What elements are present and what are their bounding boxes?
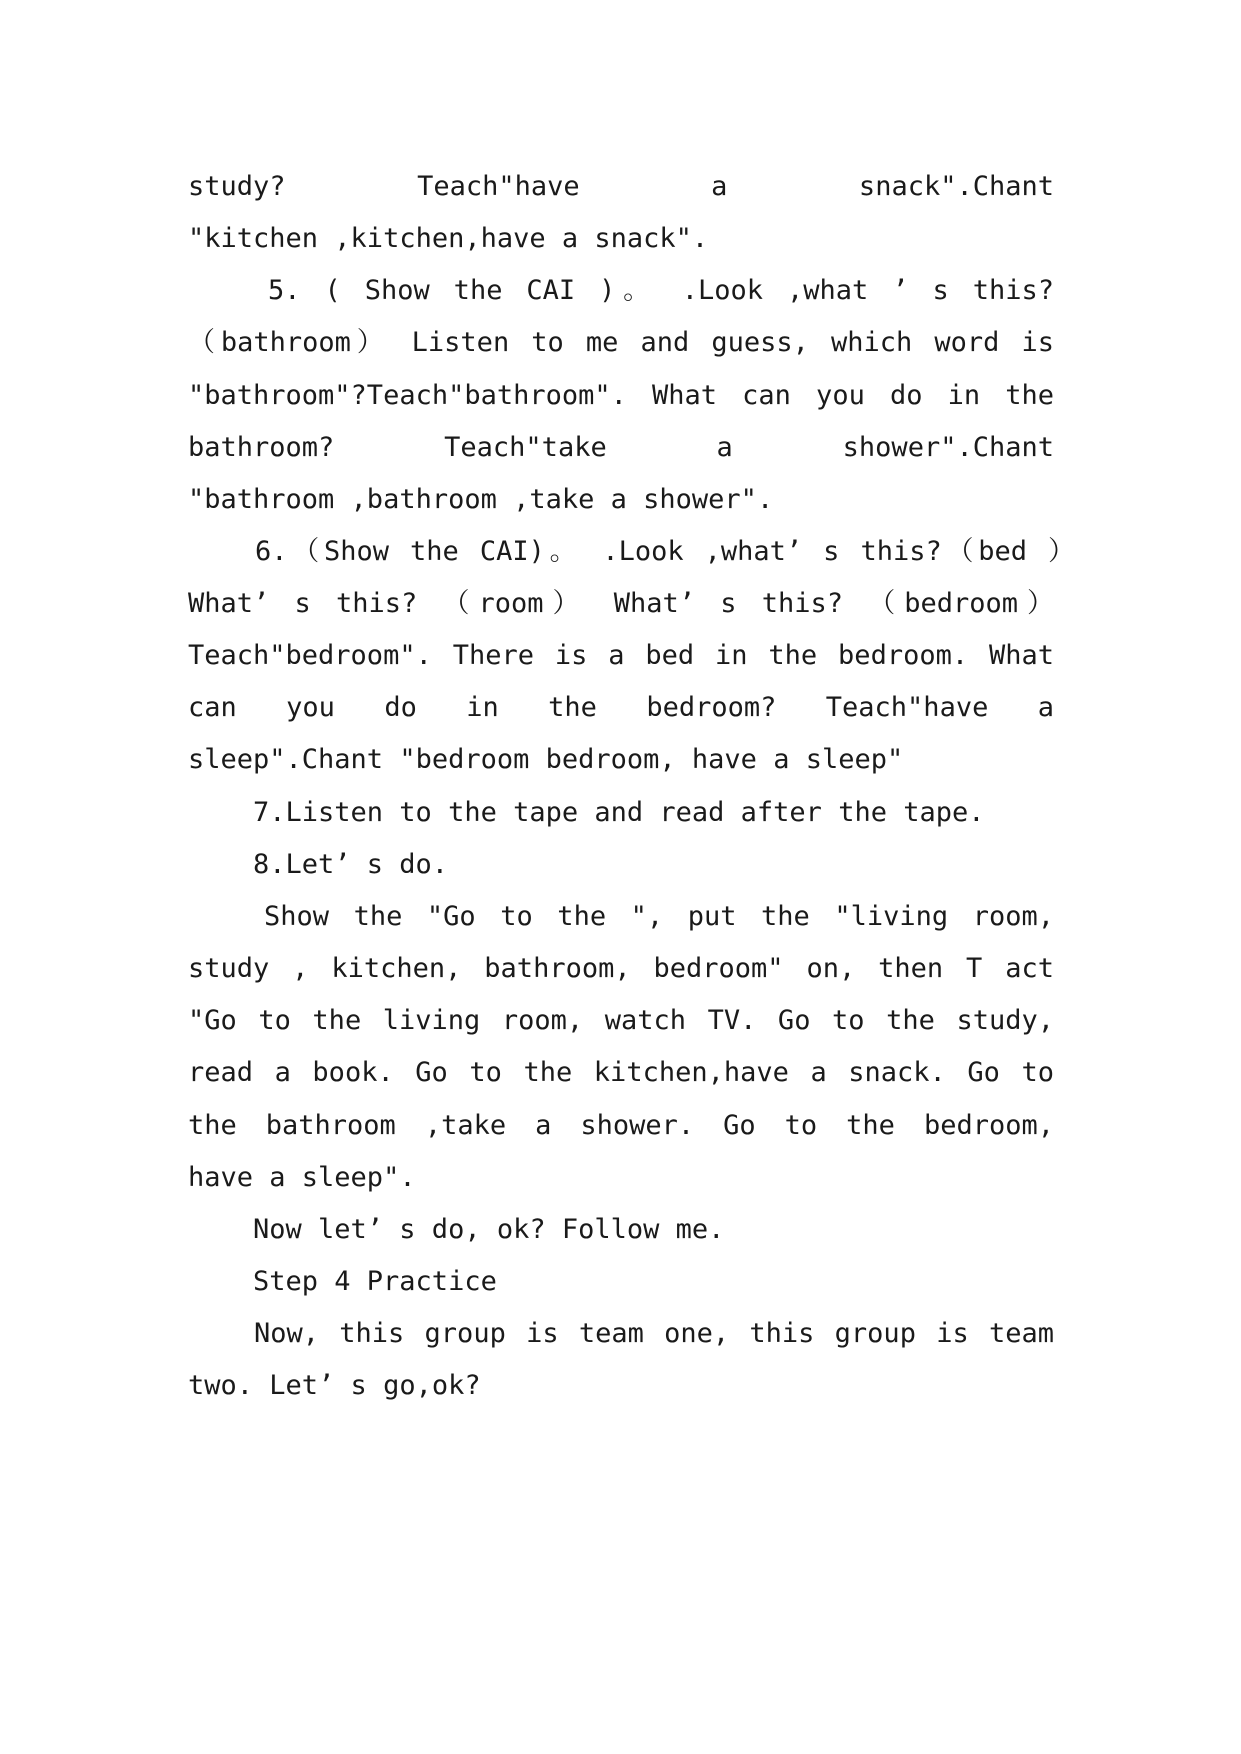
text-line: 7.Listen to the tape and read after the tape. [253, 797, 985, 828]
text-line: have a sleep". [188, 1162, 416, 1193]
text-line: the bathroom ,take a shower. Go to the bedroom, [188, 1110, 1054, 1141]
text-line: Step 4 Practice [253, 1266, 497, 1297]
text-line: Now, this group is team one, this group is team [254, 1318, 1054, 1349]
text-line: Show the "Go to the ", put the "living room, [264, 901, 1054, 932]
text-line: study? Teach"have a snack".Chant [188, 171, 1054, 202]
text-line: read a book. Go to the kitchen,have a snack. Go to [188, 1057, 1054, 1088]
text-line: 6.（Show the CAI)。 .Look ,what’ s this?（bed ） [255, 536, 1075, 567]
text-line: can you do in the bedroom? Teach"have a [188, 692, 1054, 723]
text-line: sleep".Chant "bedroom bedroom, have a sleep" [188, 744, 904, 775]
text-line: study , kitchen, bathroom, bedroom" on, then T act [188, 953, 1054, 984]
text-line: What’ s this? （room） What’ s this? （bedroom） [188, 588, 1054, 619]
text-line: Teach"bedroom". There is a bed in the bedroom. What [188, 640, 1054, 671]
text-line: "bathroom"?Teach"bathroom". What can you do in the [188, 380, 1054, 411]
text-line: （bathroom） Listen to me and guess, which word is [188, 327, 1054, 358]
text-line: two. Let’ s go,ok? [188, 1370, 481, 1401]
text-line: "kitchen ,kitchen,have a snack". [188, 223, 709, 254]
text-line: 5. ( Show the CAI )。 .Look ,what ’ s this? [268, 275, 1054, 306]
text-line: "Go to the living room, watch TV. Go to the study, [188, 1005, 1054, 1036]
text-line: Now let’ s do, ok? Follow me. [253, 1214, 725, 1245]
text-line: bathroom? Teach"take a shower".Chant [188, 432, 1054, 463]
text-line: "bathroom ,bathroom ,take a shower". [188, 484, 774, 515]
text-line: 8.Let’ s do. [253, 849, 449, 880]
